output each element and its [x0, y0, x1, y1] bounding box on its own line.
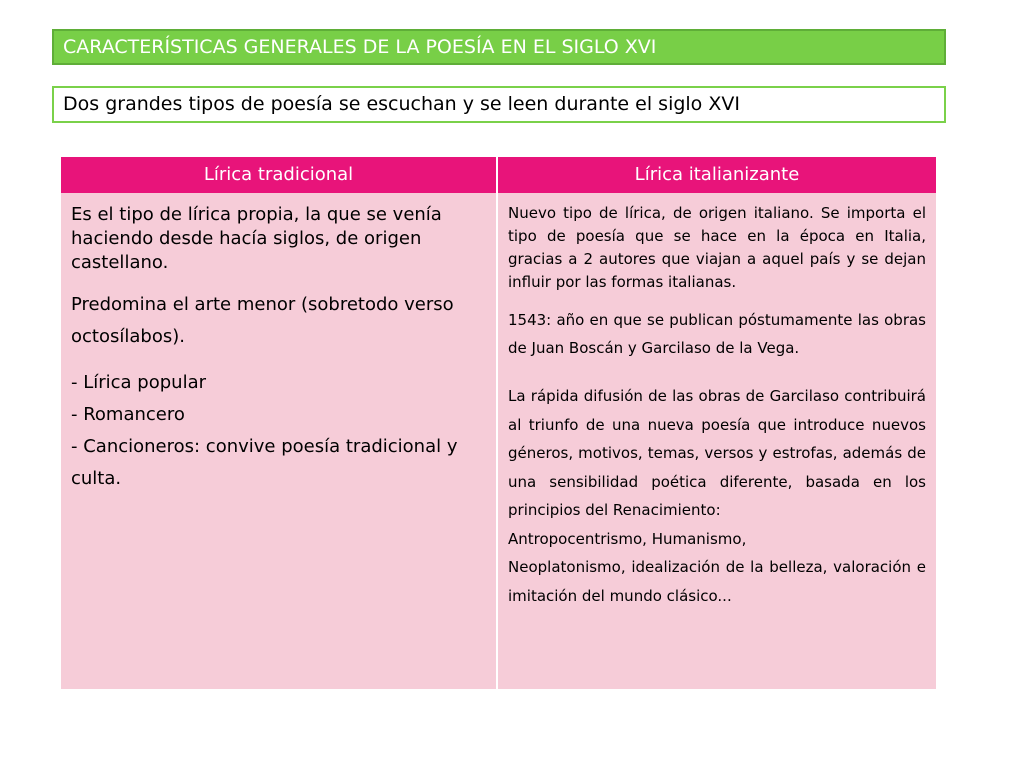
slide-subtitle: Dos grandes tipos de poesía se escuchan y se leen durante el siglo XVI	[52, 86, 946, 123]
italianizante-difusion	[508, 382, 926, 610]
tradicional-list	[71, 367, 484, 495]
comparison-table	[61, 157, 936, 689]
difusion-line-antropocentrismo: Antropocentrismo, Humanismo,	[508, 529, 747, 548]
tradicional-definition: Es el tipo de lírica propia, la que se venía haciendo desde hacía siglos, de origen castellano.	[71, 204, 442, 273]
list-item: - Cancioneros: convive poesía tradicional y culta.	[71, 436, 458, 489]
italianizante-definition: Nuevo tipo de lírica, de origen italiano. Se importa el tipo de poesía que se hace en la época en Italia, gracias a 2 autores que viajan a aquel país y se dejan influir por las formas italianas.	[508, 204, 926, 291]
cell-lirica-italianizante	[498, 193, 936, 689]
cell-lirica-tradicional	[61, 193, 498, 689]
italianizante-1543: 1543: año en que se publican póstumamente las obras de Juan Boscán y Garcilaso de la Vega.	[508, 311, 926, 357]
difusion-text: La rápida difusión de las obras de Garcilaso contribuirá al triunfo de una nueva poesía que introduce nuevos géneros, motivos, temas, versos y estrofas, además de una sensibilidad poética diferente, basada en los principios del Renacimiento:	[508, 387, 926, 519]
list-item: - Romancero	[71, 404, 185, 425]
slide-title: CARACTERÍSTICAS GENERALES DE LA POESÍA EN EL SIGLO XVI	[52, 29, 946, 65]
difusion-line-neoplatonismo: Neoplatonismo, idealización de la belleza, valoración e imitación del mundo clásico...	[508, 558, 926, 605]
header-lirica-italianizante: Lírica italianizante	[634, 164, 800, 185]
list-item: - Lírica popular	[71, 372, 206, 393]
table-header-row	[61, 157, 936, 193]
header-lirica-tradicional: Lírica tradicional	[61, 157, 498, 193]
table-body-row	[61, 193, 936, 689]
tradicional-arte-menor: Predomina el arte menor (sobretodo verso octosílabos).	[71, 294, 454, 347]
